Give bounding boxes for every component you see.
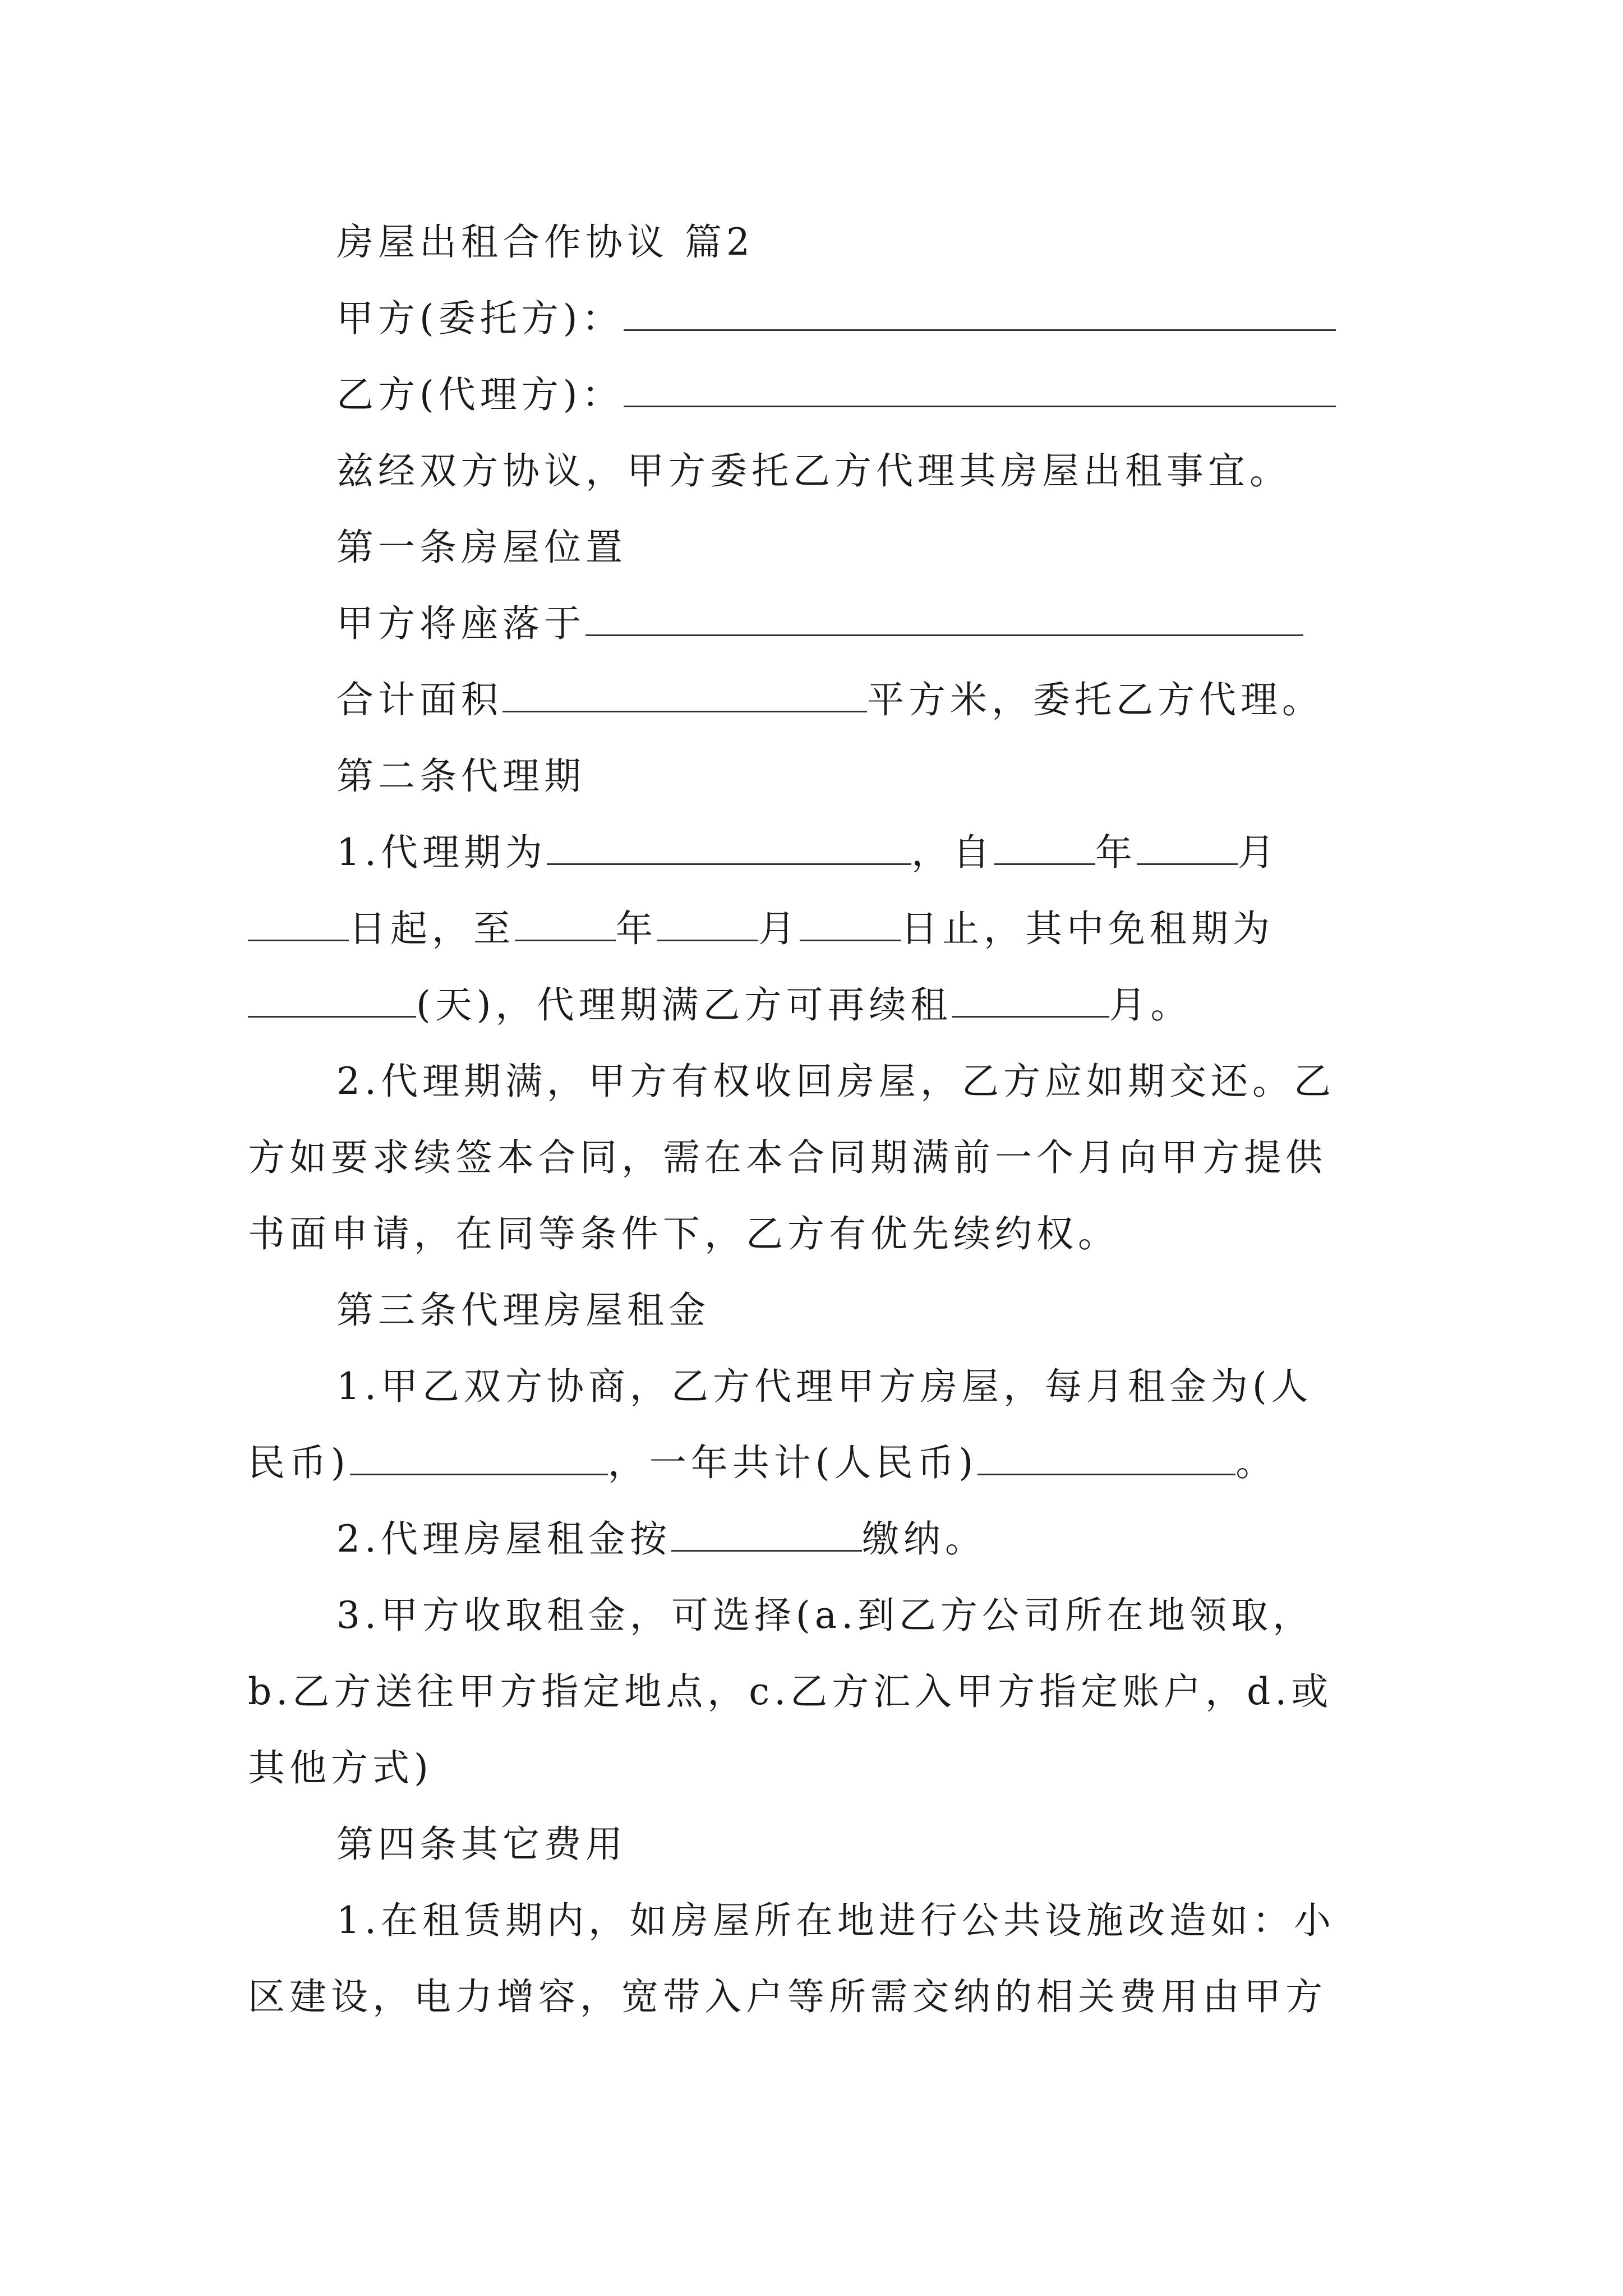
article-2-title: 第二条代理期: [336, 754, 585, 798]
rmb-label: 民币): [248, 1441, 350, 1484]
location-blank: [585, 602, 1303, 636]
payment-suffix: 缴纳。: [861, 1517, 986, 1561]
free-days-blank: [248, 983, 416, 1018]
article-1-area-line: [336, 678, 1324, 723]
from-day-blank: [248, 907, 349, 941]
year-label: 年: [1095, 831, 1137, 874]
area-label: 合计面积: [336, 678, 502, 721]
to-day-blank: [800, 907, 901, 941]
term-blank: [547, 831, 911, 865]
article-2-p1-line1: [336, 830, 1279, 875]
renew-label: (天)，代理期满乙方可再续租: [416, 983, 952, 1027]
renew-months-blank: [952, 983, 1109, 1018]
intro-text: 兹经双方协议，甲方委托乙方代理其房屋出租事宜。: [336, 449, 1291, 493]
article-3-title: 第三条代理房屋租金: [336, 1289, 710, 1332]
party-a-label: 甲方(委托方)：: [336, 297, 624, 340]
to-month-blank: [657, 907, 758, 941]
article-2-p1-line2: [248, 907, 1274, 951]
location-label: 甲方将座落于: [336, 602, 585, 645]
party-a-blank: [624, 297, 1336, 331]
article-3-p3-line1: 3.甲方收取租金，可选择(a.到乙方公司所在地领取，: [336, 1594, 1315, 1637]
from-label: ，自: [911, 831, 994, 874]
party-a-line: [336, 296, 1336, 341]
annual-total-label: ，一年共计(人民币): [607, 1441, 978, 1484]
article-3-p2-line: [336, 1517, 986, 1562]
monthly-rent-blank: [350, 1441, 608, 1475]
free-period-label: 日止，其中免租期为: [901, 907, 1274, 950]
from-year-blank: [994, 831, 1095, 865]
article-4-p1-line2: 区建设，电力增容，宽带入户等所需交纳的相关费用由甲方: [248, 1975, 1327, 2018]
document-title: 房屋出租合作协议 篇2: [336, 220, 754, 264]
article-3-p1-line2: [248, 1441, 1277, 1485]
to-year-label: 年: [616, 907, 657, 950]
to-label: 日起，至: [349, 907, 515, 950]
article-4-p1-line1: 1.在租赁期内，如房屋所在地进行公共设施改造如：小: [336, 1899, 1335, 1942]
area-suffix: 平方米，委托乙方代理。: [867, 678, 1324, 721]
article-3-p1-line1: 1.甲乙双方协商，乙方代理甲方房屋，每月租金为(人: [336, 1365, 1313, 1408]
annual-rent-blank: [978, 1441, 1235, 1475]
period-mark: 。: [1235, 1441, 1278, 1484]
article-2-p2-line2: 方如要求续签本合同，需在本合同期满前一个月向甲方提供: [248, 1136, 1327, 1179]
to-month-label: 月: [758, 907, 800, 950]
area-blank: [502, 678, 867, 712]
party-b-blank: [624, 373, 1336, 407]
term-label: 1.代理期为: [336, 831, 547, 874]
article-1-location-line: [336, 601, 1303, 646]
to-year-blank: [515, 907, 616, 941]
renew-suffix: 月。: [1109, 983, 1192, 1027]
article-1-title: 第一条房屋位置: [336, 526, 627, 569]
payment-label: 2.代理房屋租金按: [336, 1517, 671, 1561]
party-b-line: [336, 372, 1336, 417]
article-3-p3-line2: b.乙方送往甲方指定地点，c.乙方汇入甲方指定账户，d.或: [248, 1670, 1333, 1713]
article-2-p2-line1: 2.代理期满，甲方有权收回房屋，乙方应如期交还。乙: [336, 1060, 1335, 1103]
article-3-p3-line3: 其他方式): [248, 1746, 433, 1789]
party-b-label: 乙方(代理方)：: [336, 373, 624, 416]
month-label: 月: [1237, 831, 1279, 874]
from-month-blank: [1137, 831, 1238, 865]
article-4-title: 第四条其它费用: [336, 1823, 627, 1866]
article-2-p2-line3: 书面申请，在同等条件下，乙方有优先续约权。: [248, 1212, 1119, 1255]
article-2-p1-line3: [248, 983, 1192, 1028]
payment-method-blank: [671, 1517, 862, 1552]
